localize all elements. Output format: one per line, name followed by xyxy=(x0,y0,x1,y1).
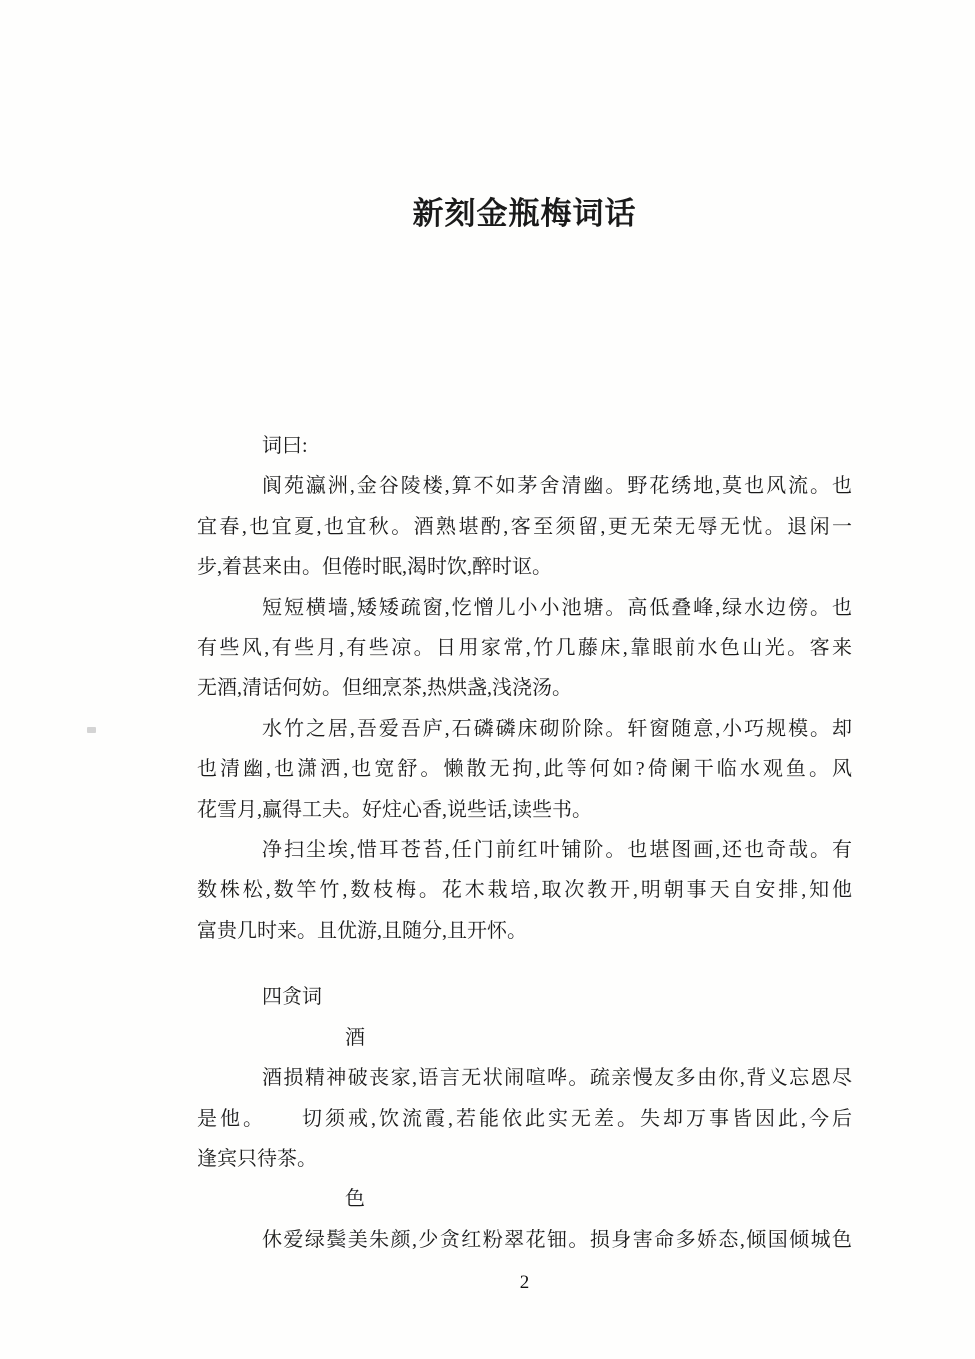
section-heading: 四贪词 xyxy=(262,986,322,1009)
poem-line: 酒损精神破丧家,语言无状闹喧哗。疏亲慢友多由你,背义忘恩尽 xyxy=(262,1067,852,1090)
subsection-heading-se: 色 xyxy=(345,1188,365,1211)
poem-line: 休爱绿鬓美朱颜,少贪红粉翠花钿。损身害命多娇态,倾国倾城色 xyxy=(262,1228,852,1251)
poem-line: 有些风,有些月,有些凉。日用家常,竹几藤床,靠眼前水色山光。客来 xyxy=(197,637,852,660)
page-title: 新刻金瓶梅词话 xyxy=(412,196,637,231)
subsection-heading-jiu: 酒 xyxy=(345,1026,365,1049)
poem-line: 逢宾只待茶。 xyxy=(197,1147,317,1170)
poem-intro-line: 词曰: xyxy=(262,435,308,457)
poem-line: 水竹之居,吾爱吾庐,石磷磷床砌阶除。轩窗随意,小巧规模。却 xyxy=(262,717,852,740)
poem-line: 短短横墙,矮矮疏窗,忔憎儿小小池塘。高低叠峰,绿水边傍。也 xyxy=(262,596,852,619)
poem-line: 净扫尘埃,惜耳苍苔,任门前红叶铺阶。也堪图画,还也奇哉。有 xyxy=(262,839,852,862)
poem-line: 阆苑瀛洲,金谷陵楼,算不如茅舍清幽。野花绣地,莫也风流。也 xyxy=(262,475,852,498)
poem-line: 是他。 切须戒,饮流霞,若能依此实无差。失却万事皆因此,今后 xyxy=(197,1107,852,1130)
poem-line: 富贵几时来。且优游,且随分,且开怀。 xyxy=(197,919,527,942)
poem-line: 步,着甚来由。但倦时眠,渴时饮,醉时讴。 xyxy=(197,556,552,579)
poem-line: 也清幽,也潇洒,也宽舒。懒散无拘,此等何如?倚阑干临水观鱼。风 xyxy=(197,758,852,781)
poem-line: 花雪月,赢得工夫。好炷心香,说些话,读些书。 xyxy=(197,798,592,821)
poem-line: 无酒,清话何妨。但细烹茶,热烘盏,浅浇汤。 xyxy=(197,677,572,700)
scan-artifact xyxy=(87,727,96,733)
poem-line: 数株松,数竿竹,数枝梅。花木栽培,取次教开,明朝事天自安排,知他 xyxy=(197,879,852,902)
poem-line: 宜春,也宜夏,也宜秋。酒熟堪酌,客至须留,更无荣无辱无忧。退闲一 xyxy=(197,515,852,538)
page-number: 2 xyxy=(519,1272,530,1293)
body-text xyxy=(197,426,852,1260)
